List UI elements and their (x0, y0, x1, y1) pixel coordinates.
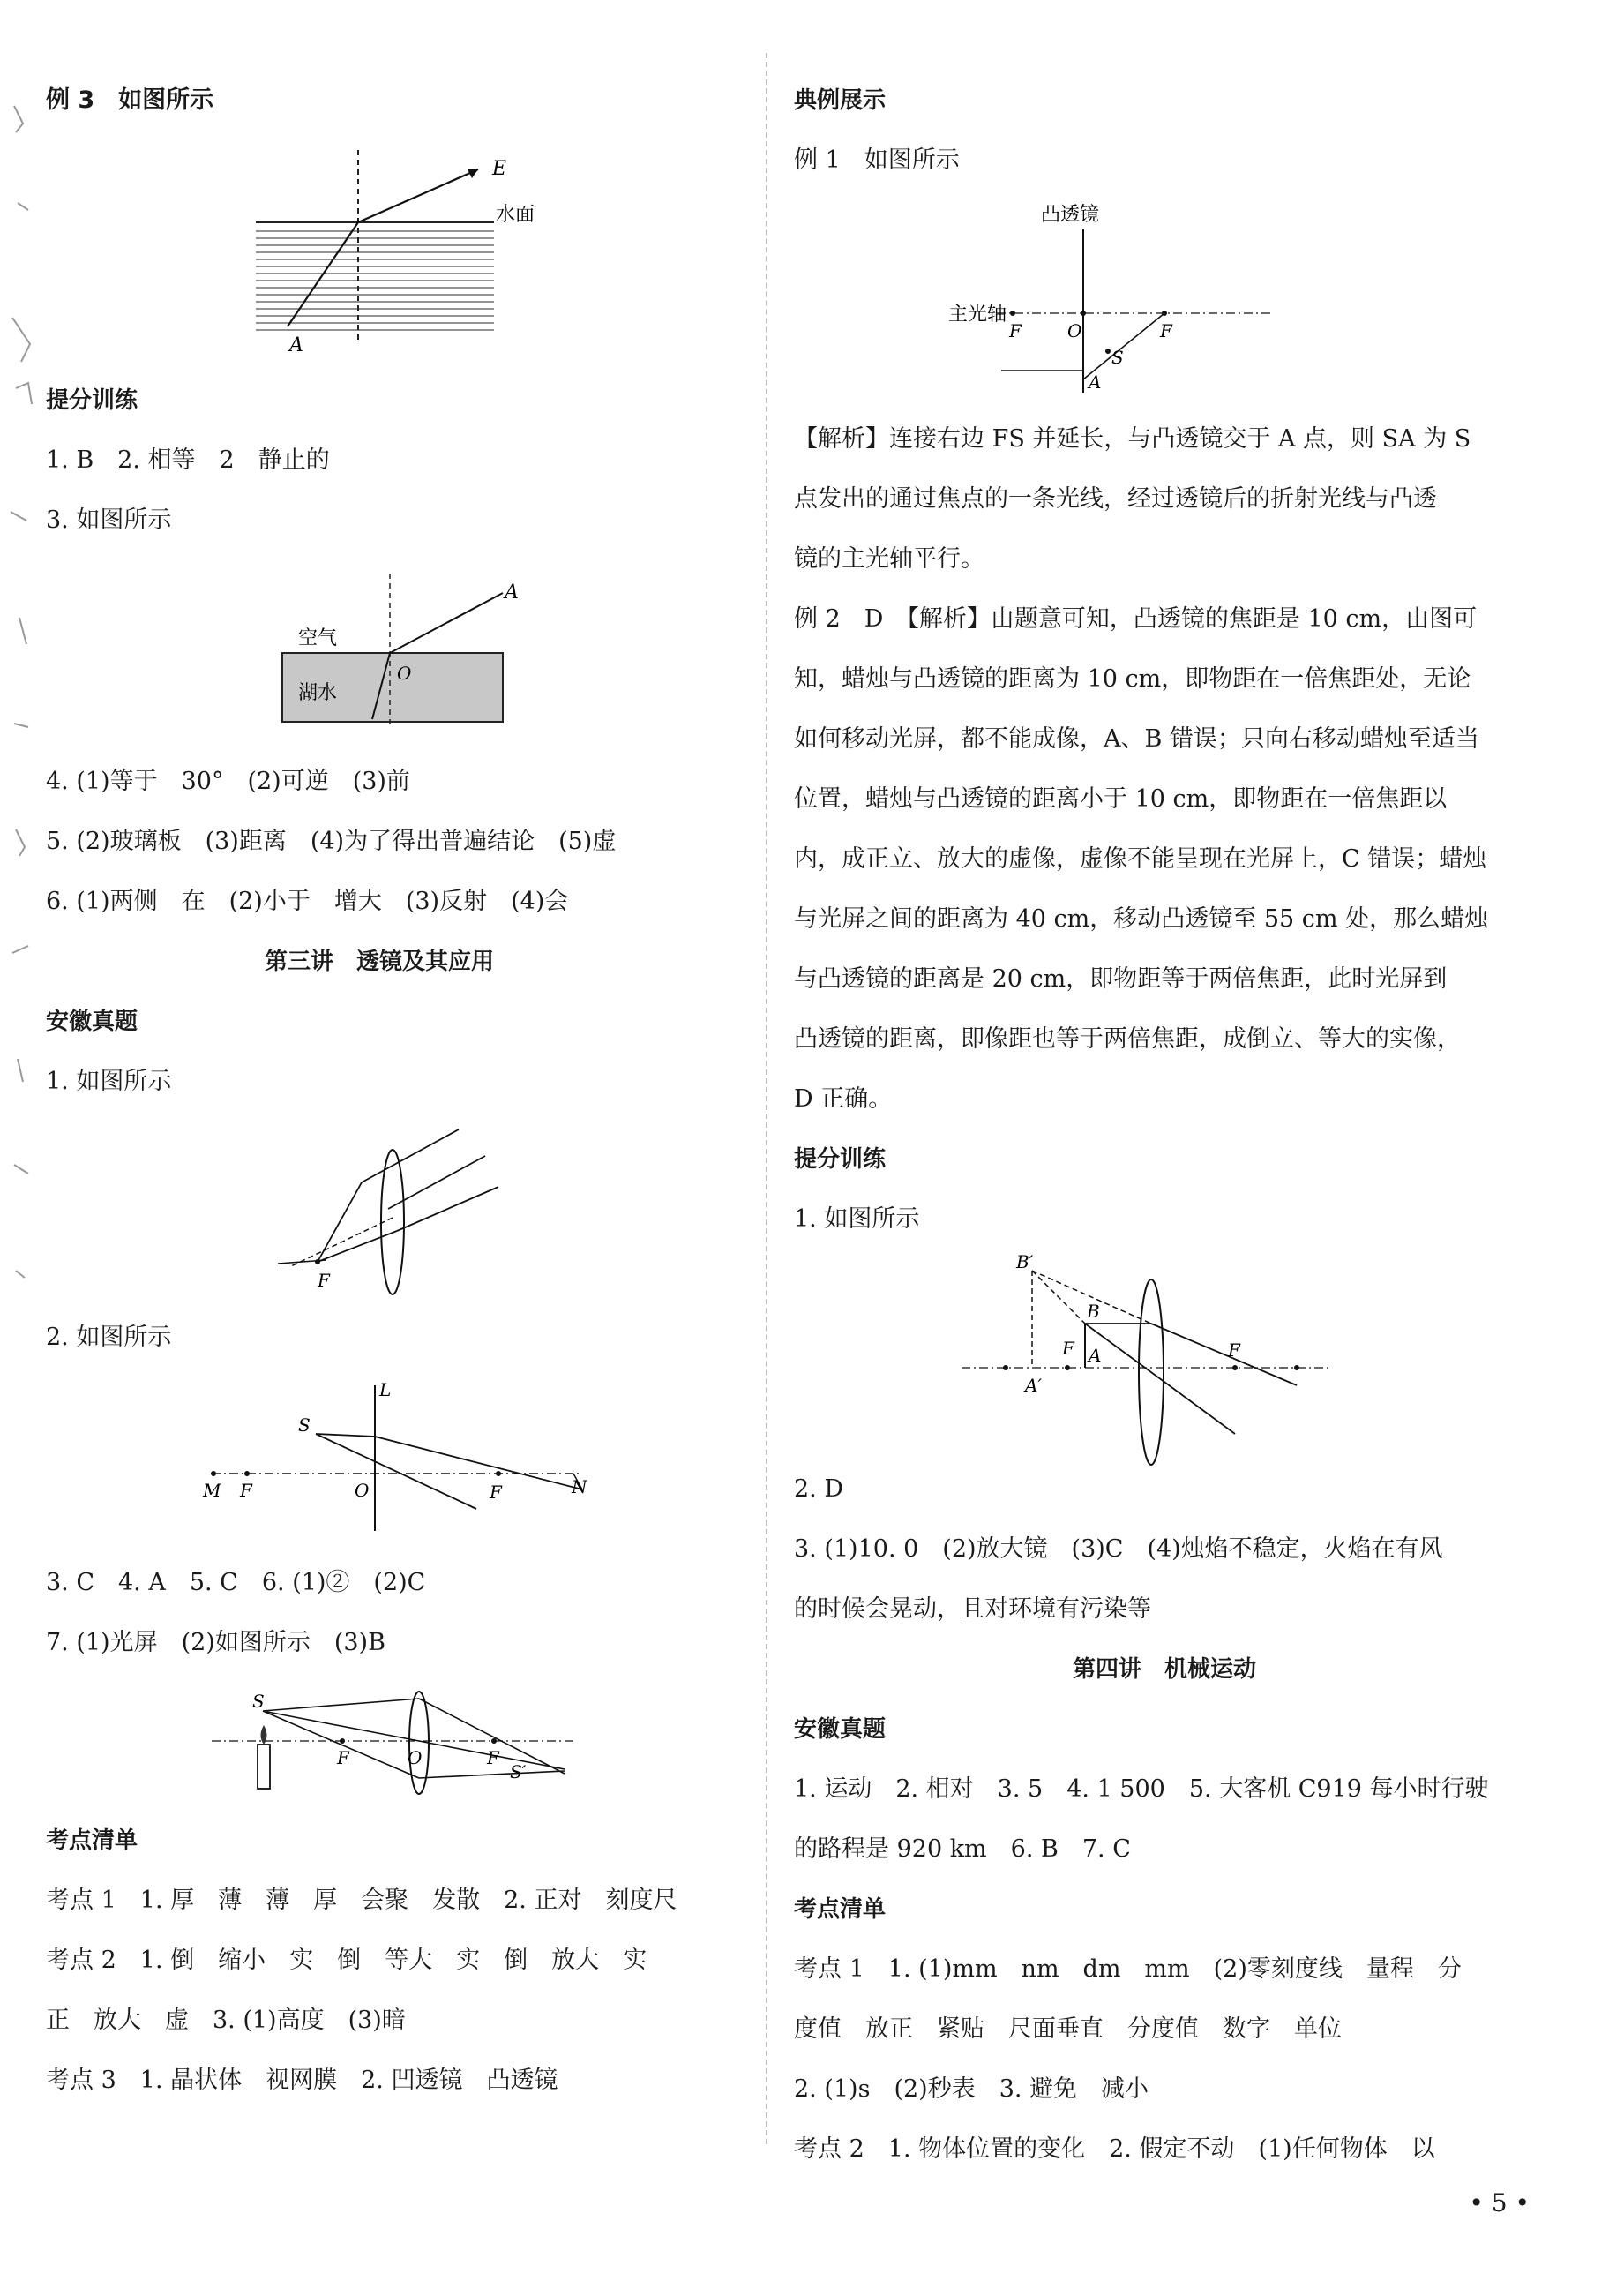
label-O: O (397, 663, 412, 684)
lecture4-title: 第四讲 机械运动 (1072, 1656, 1256, 1683)
label-M: M (203, 1480, 221, 1501)
label-S: S (1111, 347, 1124, 368)
label-B-prime: B′ (1016, 1251, 1034, 1272)
jiexi1-line-2: 点发出的通过焦点的一条光线，经过透镜后的折射光线与凸透 (794, 485, 1437, 513)
answer-line-2: 3. 如图所示 (46, 506, 172, 534)
example2-line-6: 与光屏之间的距离为 40 cm，移动凸透镜至 55 cm 处，那么蜡烛 (794, 905, 1489, 933)
label-A-prime: A′ (1025, 1375, 1042, 1396)
page-number: • 5 • (1469, 2188, 1530, 2217)
example2-line-7: 与凸透镜的距离是 20 cm，即物距等于两倍焦距，此时光屏到 (794, 965, 1448, 993)
answer-line-4: 4. (1)等于 30° (2)可逆 (3)前 (46, 768, 410, 795)
anhui-answers-line-1: 1. 运动 2. 相对 3. 5 4. 1 500 5. 大客机 C919 每小时行驶 (794, 1775, 1489, 1803)
label-F-left: F (1062, 1338, 1074, 1359)
example2-line-5: 内，成正立、放大的虚像，虚像不能呈现在光屏上，C 错误；蜡烛 (794, 845, 1487, 873)
label-F-right: F (490, 1482, 502, 1503)
example2-line-9: D 正确。 (794, 1085, 893, 1113)
train-question-2: 2. D (794, 1475, 843, 1503)
label-S: S (298, 1414, 311, 1436)
kaodian-1-line-2: 度值 放正 紧贴 尺面垂直 分度值 数字 单位 (794, 2015, 1342, 2043)
label-O: O (1067, 320, 1082, 341)
example1-title: 例 1 如图所示 (794, 146, 960, 174)
answer-line-5: 5. (2)玻璃板 (3)距离 (4)为了得出普遍结论 (5)虚 (46, 828, 617, 855)
label-S-prime: S′ (510, 1761, 527, 1782)
example2-line-3: 如何移动光屏，都不能成像，A、B 错误；只向右移动蜡烛至适当 (794, 725, 1479, 753)
column-divider (766, 53, 767, 2144)
jiexi1-line-1: 【解析】连接右边 FS 并延长，与凸透镜交于 A 点，则 SA 为 S (794, 425, 1471, 453)
figure-convex-lens-example1 (948, 194, 1279, 406)
kaodian-1: 考点 1 1. 厚 薄 薄 厚 会聚 发散 2. 正对 刻度尺 (46, 1887, 677, 1914)
label-A: A (1089, 371, 1102, 393)
answer-line-1: 1. B 2. 相等 2 静止的 (46, 446, 330, 474)
kaodian-3: 考点 3 1. 晶状体 视网膜 2. 凹透镜 凸透镜 (46, 2067, 558, 2094)
example2-line-2: 知，蜡烛与凸透镜的距离为 10 cm，即物距在一倍焦距处，无论 (794, 665, 1471, 693)
label-A: A (505, 582, 519, 604)
jiexi1-line-3: 镜的主光轴平行。 (794, 545, 984, 573)
question-2: 2. 如图所示 (46, 1324, 172, 1351)
tifen-heading-right: 提分训练 (794, 1146, 887, 1173)
label-F-left: F (1009, 320, 1022, 341)
example3-title: 例 3 如图所示 (46, 86, 214, 114)
binding-edge-marks (5, 53, 44, 1377)
figure-candle-lens (203, 1690, 591, 1805)
label-B: B (1087, 1301, 1100, 1322)
label-F: F (318, 1270, 330, 1291)
kaodian-heading-left: 考点清单 (46, 1827, 138, 1854)
question-1: 1. 如图所示 (46, 1068, 172, 1095)
label-lake-water: 湖水 (298, 682, 338, 704)
label-F-right: F (487, 1747, 499, 1768)
label-F-left: F (337, 1747, 349, 1768)
label-convex-lens: 凸透镜 (1041, 204, 1100, 226)
label-O: O (355, 1480, 370, 1501)
label-O: O (408, 1747, 423, 1768)
answers-3-6: 3. C 4. A 5. C 6. (1)② (2)C (46, 1569, 426, 1596)
anhui-heading-right: 安徽真题 (794, 1716, 887, 1743)
kaodian-2: 考点 2 1. 倒 缩小 实 倒 等大 实 倒 放大 实 (46, 1947, 647, 1974)
label-F-right: F (1160, 320, 1172, 341)
kaodian-2: 考点 2 1. 物体位置的变化 2. 假定不动 (1)任何物体 以 (794, 2135, 1435, 2163)
figure-lens-image-construction (953, 1249, 1341, 1469)
figure-lens-parallel-rays (273, 1121, 520, 1297)
anhui-heading-left: 安徽真题 (46, 1009, 138, 1035)
example2-line-4: 位置，蜡烛与凸透镜的距离小于 10 cm，即物距在一倍焦距以 (794, 785, 1448, 813)
train-question-1: 1. 如图所示 (794, 1205, 920, 1233)
label-S: S (252, 1691, 265, 1712)
figure-water-refraction (247, 141, 547, 362)
label-air: 空气 (298, 627, 338, 649)
example2-line-1: 例 2 D 【解析】由题意可知，凸透镜的焦距是 10 cm，由图可 (794, 605, 1478, 633)
train-question-3-line-2: 的时候会晃动，且对环境有污染等 (794, 1595, 1151, 1623)
question-7: 7. (1)光屏 (2)如图所示 (3)B (46, 1629, 385, 1656)
kaodian-1-line-1: 考点 1 1. (1)mm nm dm mm (2)零刻度线 量程 分 (794, 1955, 1462, 1983)
label-F-right: F (1228, 1339, 1240, 1361)
label-N: N (572, 1476, 587, 1497)
figure-lake-refraction (273, 574, 538, 732)
label-A: A (1089, 1345, 1102, 1366)
label-F-left: F (240, 1480, 252, 1501)
lecture3-title: 第三讲 透镜及其应用 (264, 949, 494, 975)
answer-line-6: 6. (1)两侧 在 (2)小于 增大 (3)反射 (4)会 (46, 888, 569, 915)
kaodian-2-cont: 正 放大 虚 3. (1)高度 (3)暗 (46, 2007, 406, 2034)
label-E: E (492, 158, 507, 180)
label-main-axis: 主光轴 (948, 304, 1007, 326)
kaodian-1-line-3: 2. (1)s (2)秒表 3. 避免 减小 (794, 2075, 1149, 2103)
figure-lens-axis-MN (194, 1377, 600, 1544)
label-water-surface: 水面 (496, 204, 535, 226)
label-L: L (379, 1379, 392, 1400)
kaodian-heading-right: 考点清单 (794, 1896, 887, 1923)
tifen-heading: 提分训练 (46, 387, 138, 414)
typical-examples-heading: 典例展示 (794, 87, 887, 114)
label-A: A (289, 334, 303, 356)
train-question-3-line-1: 3. (1)10. 0 (2)放大镜 (3)C (4)烛焰不稳定，火焰在有风 (794, 1535, 1443, 1563)
example2-line-8: 凸透镜的距离，即像距也等于两倍焦距，成倒立、等大的实像， (794, 1025, 1461, 1053)
anhui-answers-line-2: 的路程是 920 km 6. B 7. C (794, 1835, 1131, 1863)
